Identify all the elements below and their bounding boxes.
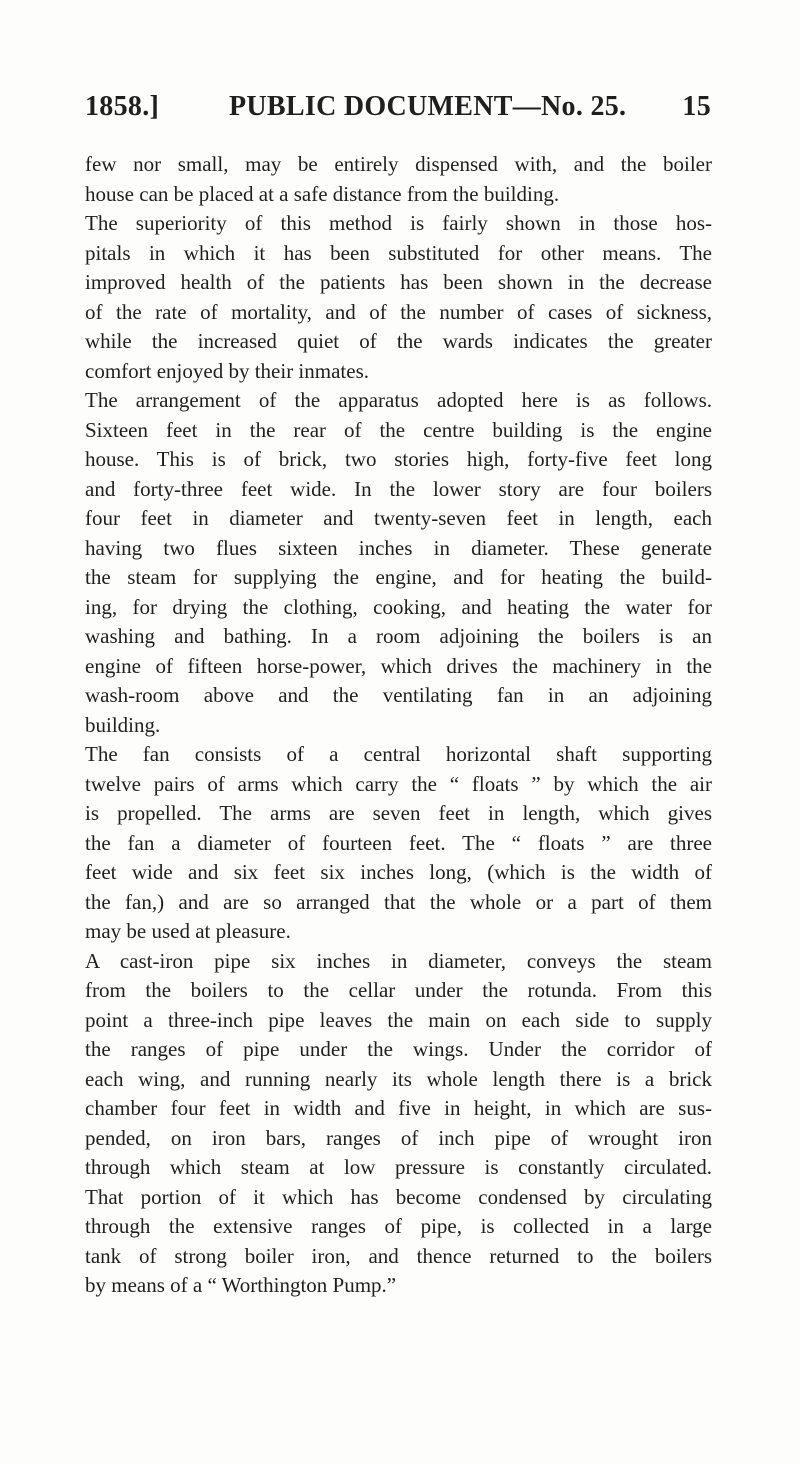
text-line: the fan,) and are so arranged that the whole or a part of them	[85, 889, 712, 914]
text-line: That portion of it which has become condensed by circulating	[85, 1184, 712, 1209]
text-line: house can be placed at a safe distance from the building.	[85, 181, 560, 206]
text-line: the fan a diameter of fourteen feet. The “ floats ” are three	[85, 830, 712, 855]
text-line: ing, for drying the clothing, cooking, and heating the water for	[85, 594, 712, 619]
header-title: PUBLIC DOCUMENT—No. 25.	[229, 91, 627, 122]
text-line: improved health of the patients has been shown in the decrease	[85, 270, 712, 294]
text-line: A cast-iron pipe six inches in diameter, conveys the steam	[85, 948, 712, 973]
text-line: pitals in which it has been substituted for other means. The	[85, 240, 712, 265]
text-line: having two flues sixteen inches in diameter. These generate	[85, 535, 712, 560]
text-line: pended, on iron bars, ranges of inch pipe of wrought iron	[85, 1125, 712, 1150]
text-line: Sixteen feet in the rear of the centre building is the engine	[85, 417, 712, 442]
text-line: the ranges of pipe under the wings. Under the corridor of	[85, 1037, 712, 1061]
header-year: 1858.]	[85, 91, 160, 122]
text-line: The fan consists of a central horizontal shaft supporting	[85, 742, 712, 766]
text-line: four feet in diameter and twenty-seven feet in length, each	[85, 506, 712, 530]
text-line: twelve pairs of arms which carry the “ floats ” by which the air	[85, 771, 712, 796]
text-line: by means of a “ Worthington Pump.”	[85, 1273, 397, 1297]
text-line: each wing, and running nearly its whole length there is a brick	[85, 1066, 712, 1091]
text-line: few nor small, may be entirely dispensed with, and the boiler	[85, 152, 712, 176]
text-line: house. This is of brick, two stories high, forty-five feet long	[85, 447, 712, 471]
text-line: may be used at pleasure.	[85, 919, 291, 943]
text-line: engine of fifteen horse-power, which drives the machinery in the	[85, 653, 712, 678]
text-line: The superiority of this method is fairly shown in those hos-	[85, 211, 712, 235]
text-line: point a three-inch pipe leaves the main on each side to supply	[85, 1007, 712, 1032]
text-line: is propelled. The arms are seven feet in length, which gives	[85, 801, 712, 825]
text-line: and forty-three feet wide. In the lower story are four boilers	[85, 476, 712, 501]
text-line: the steam for supplying the engine, and for heating the build-	[85, 565, 712, 589]
text-line: of the rate of mortality, and of the number of cases of sickness,	[85, 299, 712, 324]
text-line: The arrangement of the apparatus adopted here is as follows.	[85, 388, 712, 412]
running-header	[85, 91, 711, 125]
text-line: wash-room above and the ventilating fan in an adjoining	[85, 683, 712, 707]
text-line: chamber four feet in width and five in height, in which are sus-	[85, 1096, 712, 1120]
text-line: through which steam at low pressure is constantly circulated.	[85, 1155, 712, 1179]
text-line: while the increased quiet of the wards indicates the greater	[85, 329, 712, 353]
text-line: through the extensive ranges of pipe, is collected in a large	[85, 1214, 712, 1238]
page-number: 15	[682, 91, 711, 122]
text-line: feet wide and six feet six inches long, (which is the width of	[85, 860, 712, 884]
body-text	[85, 150, 712, 1301]
text-line: comfort enjoyed by their inmates.	[85, 358, 370, 383]
text-line: washing and bathing. In a room adjoining the boilers is an	[85, 624, 712, 648]
text-line: tank of strong boiler iron, and thence returned to the boilers	[85, 1243, 712, 1268]
text-line: from the boilers to the cellar under the rotunda. From this	[85, 978, 712, 1002]
text-line: building.	[85, 712, 161, 737]
